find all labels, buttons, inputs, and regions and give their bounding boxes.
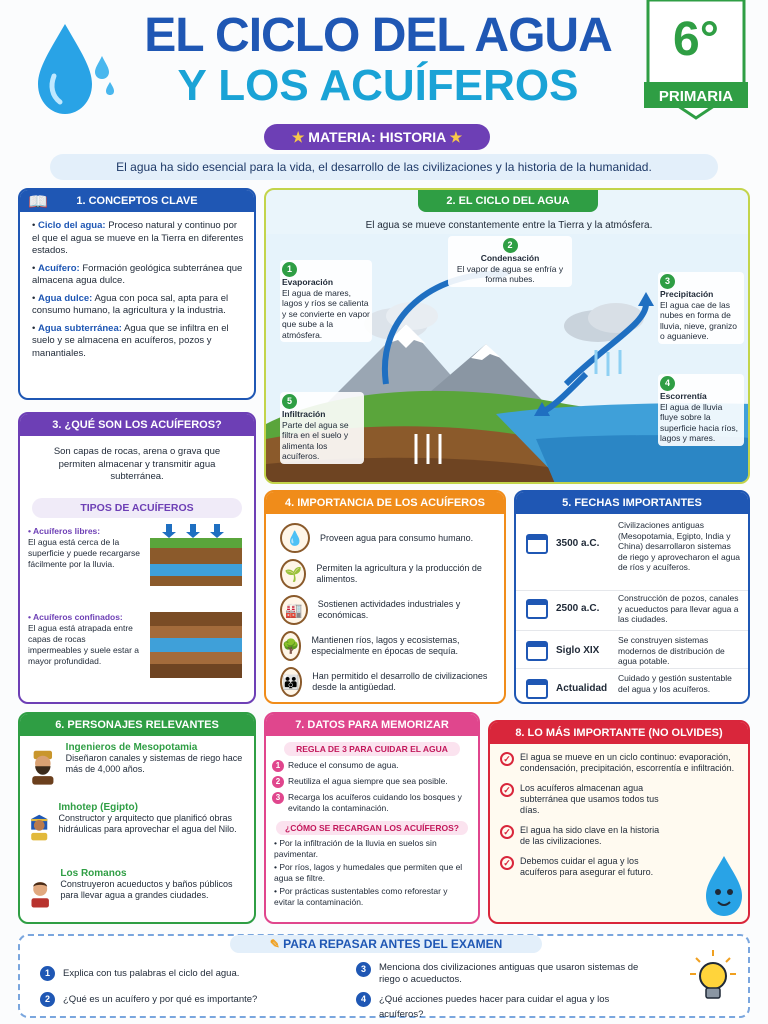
- recharge-item: • Por la infiltración de la lluvia en suelos sin pavimentar.: [274, 838, 437, 859]
- aquifer-type-text: El agua está cerca de la superficie y puede recargarse fácilmente por la lluvia.: [28, 537, 140, 569]
- fecha-row: [516, 668, 748, 704]
- fecha-text: Se construyen sistemas modernos de distribución de agua potable.: [618, 635, 725, 666]
- importancia-card: [264, 490, 506, 704]
- importancia-item: [280, 592, 496, 628]
- question-text: Explica con tus palabras el ciclo del agua.: [63, 968, 240, 979]
- rule-title: REGLA DE 3 PARA CUIDAR EL AGUA: [284, 742, 460, 756]
- rule-text: Recarga los acuíferos cuidando los bosques y evitando la contaminación.: [288, 792, 462, 813]
- personaje-text: Constructor y arquitecto que planificó obras hidráulicas para aprovechar el agua del Nilo.: [58, 813, 237, 834]
- importante-text: El agua ha sido clave en la historia de las civilizaciones.: [520, 825, 660, 846]
- fecha-text: Construcción de pozos, canales y acueductos para llevar agua a las ciudades.: [618, 593, 739, 624]
- importante-text: Los acuíferos almacenan agua subterránea que usamos todos tus días.: [520, 783, 659, 815]
- repaso-question: [40, 992, 340, 1007]
- importancia-text: Permiten la agricultura y la producción de alimentos.: [316, 563, 482, 584]
- tree-icon: 🌳: [280, 631, 301, 661]
- concept-item: • Agua subterránea: Agua que se infiltra en el suelo y se almacena en acuíferos, pozos y manantiales.: [32, 322, 229, 359]
- aquifer-type-text: El agua está atrapada entre capas de rocas impermeables y suele estar a mayor profundidad.: [28, 623, 140, 666]
- personaje-name: Los Romanos: [60, 868, 127, 879]
- question-text: ¿Qué acciones puedes hacer para cuidar el agua y los acuíferos?: [379, 994, 610, 1020]
- acuiferos-title: 3. ¿QUÉ SON LOS ACUÍFEROS?: [52, 419, 222, 431]
- recharge-text: Por ríos, lagos y humedales que permiten que el agua se filtre.: [274, 862, 463, 883]
- page-title-line2: Y LOS ACUÍFEROS: [177, 61, 579, 110]
- repaso-question: [40, 966, 340, 981]
- ciclo-header: [418, 190, 598, 212]
- water-drop-logo-icon: [20, 20, 118, 120]
- importante-text: Debemos cuidar el agua y los acuíferos para asegurar el futuro.: [520, 856, 654, 877]
- unconfined-aquifer-illustration: [142, 520, 250, 592]
- calendar-icon: [526, 599, 548, 619]
- concept-item: • Acuífero: Formación geológica subterránea que almacena agua dulce.: [32, 262, 243, 286]
- repaso-title: PARA REPASAR ANTES DEL EXAMEN: [283, 937, 503, 951]
- intro-banner: [50, 154, 718, 180]
- repaso-section: [18, 934, 750, 1018]
- ciclo-card: [264, 188, 750, 484]
- step-name: Precipitación: [660, 289, 714, 299]
- fecha-date: Actualidad: [556, 683, 608, 694]
- water-drop-mascot-icon: [700, 852, 748, 922]
- question-text: ¿Qué es un acuífero y por qué es importante?: [63, 994, 258, 1005]
- intro-text: El agua ha sido esencial para la vida, el desarrollo de las civilizaciones y la historia de la humanidad.: [116, 160, 652, 174]
- confined-aquifer-illustration: [142, 606, 250, 684]
- question-number: 4: [356, 992, 371, 1007]
- concept-item: • Ciclo del agua: Proceso natural y continuo por el que el agua se mueve en la Tierra en diferentes estados.: [32, 220, 244, 256]
- fecha-row: [516, 590, 748, 630]
- step-text: El agua de lluvia fluye sobre la superficie hacia ríos, lagos y mares.: [660, 401, 738, 443]
- concept-item: • Agua dulce: Agua con poca sal, apta para el consumo humano, la agricultura y la industria.: [32, 292, 229, 316]
- mesopotamian-engineer-avatar: [28, 742, 58, 792]
- recharge-item: • Por ríos, lagos y humedales que permiten que el agua se filtre.: [274, 862, 463, 883]
- calendar-icon: [526, 534, 548, 554]
- importancia-item: [280, 556, 496, 592]
- cycle-step-precipitacion: [658, 272, 744, 344]
- question-number: 3: [356, 962, 371, 977]
- importancia-item: [280, 628, 496, 664]
- concept-term: Acuífero:: [37, 262, 80, 274]
- conceptos-title: 1. CONCEPTOS CLAVE: [76, 195, 198, 207]
- people-icon: 👪: [280, 667, 302, 697]
- step-name: Infiltración: [282, 409, 326, 419]
- fecha-row: [516, 514, 748, 590]
- step-text: El agua cae de las nubes en forma de lluvia, nieve, granizo o aguanieve.: [660, 299, 738, 341]
- fecha-date: 3500 a.C.: [556, 538, 600, 549]
- repaso-header: [230, 935, 542, 953]
- rule-item: [272, 760, 472, 772]
- cycle-step-condensacion: [448, 236, 572, 287]
- importancia-text: Han permitido el desarrollo de civilizaciones desde la antigüedad.: [312, 671, 488, 692]
- grade-badge: [644, 0, 748, 124]
- conceptos-header: [20, 190, 254, 212]
- importancia-title: 4. IMPORTANCIA DE LOS ACUÍFEROS: [284, 497, 486, 509]
- fecha-text: Civilizaciones antiguas (Mesopotamia, Egipto, India y China) desarrollaron sistemas de riego y aprovecharon el agua de ríos y acuíferos.: [618, 520, 740, 572]
- fecha-row: [516, 630, 748, 668]
- recharge-item: • Por prácticas sustentables como reforestar y evitar la contaminación.: [274, 886, 448, 907]
- datos-header: [266, 714, 478, 736]
- cycle-step-escorrentia: [658, 374, 744, 446]
- personaje-text: Construyeron acueductos y baños públicos para llevar agua a grandes ciudades.: [60, 879, 233, 900]
- cycle-step-evaporacion: [280, 260, 372, 342]
- concept-text: Agua con poca sal, apta para el consumo humano, la agricultura y la industria.: [32, 292, 229, 316]
- rule-text: Reutiliza el agua siempre que sea posible.: [288, 776, 448, 786]
- importancia-text: Mantienen ríos, lagos y ecosistemas, especialmente en épocas de sequía.: [311, 635, 460, 656]
- fecha-date: Siglo XIX: [556, 645, 600, 656]
- importante-card: [488, 720, 750, 924]
- imhotep-avatar: [28, 802, 50, 852]
- datos-title: 7. DATOS PARA MEMORIZAR: [295, 719, 449, 731]
- ciclo-title: 2. EL CICLO DEL AGUA: [446, 195, 570, 207]
- importante-item: [500, 825, 740, 847]
- fecha-text: Cuidado y gestión sustentable del agua y los acuíferos.: [618, 673, 732, 694]
- subject-pill: [264, 124, 490, 150]
- check-icon: ✓: [500, 752, 514, 766]
- factory-icon: 🏭: [280, 595, 308, 625]
- calendar-icon: [526, 641, 548, 661]
- concept-term: Agua subterránea:: [37, 322, 122, 334]
- importancia-item: [280, 664, 496, 700]
- rule-number: 1: [272, 760, 284, 772]
- concept-text: Formación geológica subterránea que almacena agua dulce.: [32, 262, 243, 286]
- fechas-card: [514, 490, 750, 704]
- concept-text: Proceso natural y continuo por el que el agua se mueve en la Tierra en diferentes estados.: [32, 220, 244, 256]
- step-number: 3: [660, 274, 675, 289]
- repaso-question: [356, 992, 656, 1022]
- fecha-date: 2500 a.C.: [556, 603, 600, 614]
- personaje-item: [20, 736, 254, 796]
- check-icon: ✓: [500, 856, 514, 870]
- rule-text: Reduce el consumo de agua.: [288, 760, 399, 770]
- conceptos-card: [18, 188, 256, 400]
- personaje-name: Ingenieros de Mesopotamia: [65, 742, 198, 753]
- aquifer-type-libre: [28, 526, 140, 570]
- question-number: 2: [40, 992, 55, 1007]
- importante-title: 8. LO MÁS IMPORTANTE (NO OLVIDES): [515, 727, 723, 739]
- importante-text: El agua se mueve en un ciclo continuo: evaporación, condensación, precipitación, escorrentía e infiltración.: [520, 752, 735, 773]
- personajes-header: [20, 714, 254, 736]
- question-text: Menciona dos civilizaciones antiguas que usaron sistemas de riego o acueductos.: [379, 962, 639, 985]
- subject-label: MATERIA: HISTORIA: [308, 129, 446, 145]
- personaje-text: Diseñaron canales y sistemas de riego hace más de 4,000 años.: [65, 753, 243, 774]
- rule-item: [272, 792, 472, 813]
- personajes-card: [18, 712, 256, 924]
- aquifer-type-name: • Acuíferos confinados:: [28, 612, 123, 622]
- recharge-text: Por prácticas sustentables como reforestar y evitar la contaminación.: [274, 886, 448, 907]
- importancia-item: [280, 520, 496, 556]
- importancia-text: Sostienen actividades industriales y económicas.: [317, 599, 461, 620]
- step-text: El vapor de agua se enfría y forma nubes.: [456, 263, 564, 284]
- grade-level: PRIMARIA: [658, 88, 734, 105]
- step-number: 5: [282, 394, 297, 409]
- water-drop-icon: 💧: [280, 523, 310, 553]
- concept-term: Agua dulce:: [37, 292, 93, 304]
- cycle-step-infiltracion: [280, 392, 364, 464]
- pencil-icon: ✎: [269, 937, 280, 951]
- step-text: El agua de mares, lagos y ríos se calienta y se convierte en vapor que sube a la atmósfera.: [282, 287, 370, 340]
- importante-header: [490, 722, 748, 744]
- personaje-item: [20, 796, 254, 862]
- grade-number: 6°: [673, 13, 719, 66]
- acuiferos-definition: Son capas de rocas, arena o grava que permiten almacenar y transmitir agua subterránea.: [53, 446, 221, 482]
- fechas-title: 5. FECHAS IMPORTANTES: [562, 497, 702, 509]
- fechas-header: [516, 492, 748, 514]
- roman-avatar: [28, 868, 52, 918]
- step-name: Escorrentía: [660, 391, 707, 401]
- recharge-text: Por la infiltración de la lluvia en suelos sin pavimentar.: [274, 838, 437, 859]
- aquifer-type-name: • Acuíferos libres:: [28, 526, 101, 536]
- lightbulb-icon: [688, 948, 738, 1008]
- book-icon: 📖: [28, 194, 48, 211]
- check-icon: ✓: [500, 825, 514, 839]
- datos-card: [264, 712, 480, 924]
- personajes-title: 6. PERSONAJES RELEVANTES: [55, 719, 219, 731]
- importancia-header: [266, 492, 504, 514]
- star-icon: ★: [449, 129, 463, 145]
- importante-item: [500, 752, 740, 774]
- acuiferos-header: [20, 414, 254, 436]
- calendar-icon: [526, 679, 548, 699]
- concept-term: Ciclo del agua:: [37, 220, 106, 231]
- star-icon: ★: [291, 129, 305, 145]
- plant-icon: 🌱: [280, 559, 306, 589]
- personaje-item: [20, 862, 254, 922]
- aquifer-type-confinado: [28, 612, 140, 667]
- personaje-name: Imhotep (Egipto): [58, 802, 138, 813]
- recharge-title: ¿CÓMO SE RECARGAN LOS ACUÍFEROS?: [276, 821, 468, 835]
- question-number: 1: [40, 966, 55, 981]
- rule-item: [272, 776, 472, 788]
- repaso-question: [356, 962, 656, 986]
- rule-number: 2: [272, 776, 284, 788]
- step-name: Evaporación: [282, 277, 334, 287]
- acuiferos-card: [18, 412, 256, 704]
- ciclo-subtitle: El agua se mueve constantemente entre la Tierra y la atmósfera.: [365, 220, 653, 231]
- concept-text: Agua que se infiltra en el suelo y se almacena en acuíferos, pozos y manantiales.: [32, 322, 229, 359]
- step-text: Parte del agua se filtra en el suelo y alimenta los acuíferos.: [282, 419, 349, 461]
- importante-item: [500, 783, 740, 816]
- step-number: 4: [660, 376, 675, 391]
- rule-number: 3: [272, 792, 284, 804]
- check-icon: ✓: [500, 783, 514, 797]
- importancia-text: Proveen agua para consumo humano.: [320, 532, 474, 543]
- page-title-line1: EL CICLO DEL AGUA: [144, 9, 612, 62]
- tipos-title: TIPOS DE ACUÍFEROS: [32, 498, 242, 518]
- step-number: 1: [282, 262, 297, 277]
- step-name: Condensación: [480, 253, 540, 263]
- step-number: 2: [503, 238, 518, 253]
